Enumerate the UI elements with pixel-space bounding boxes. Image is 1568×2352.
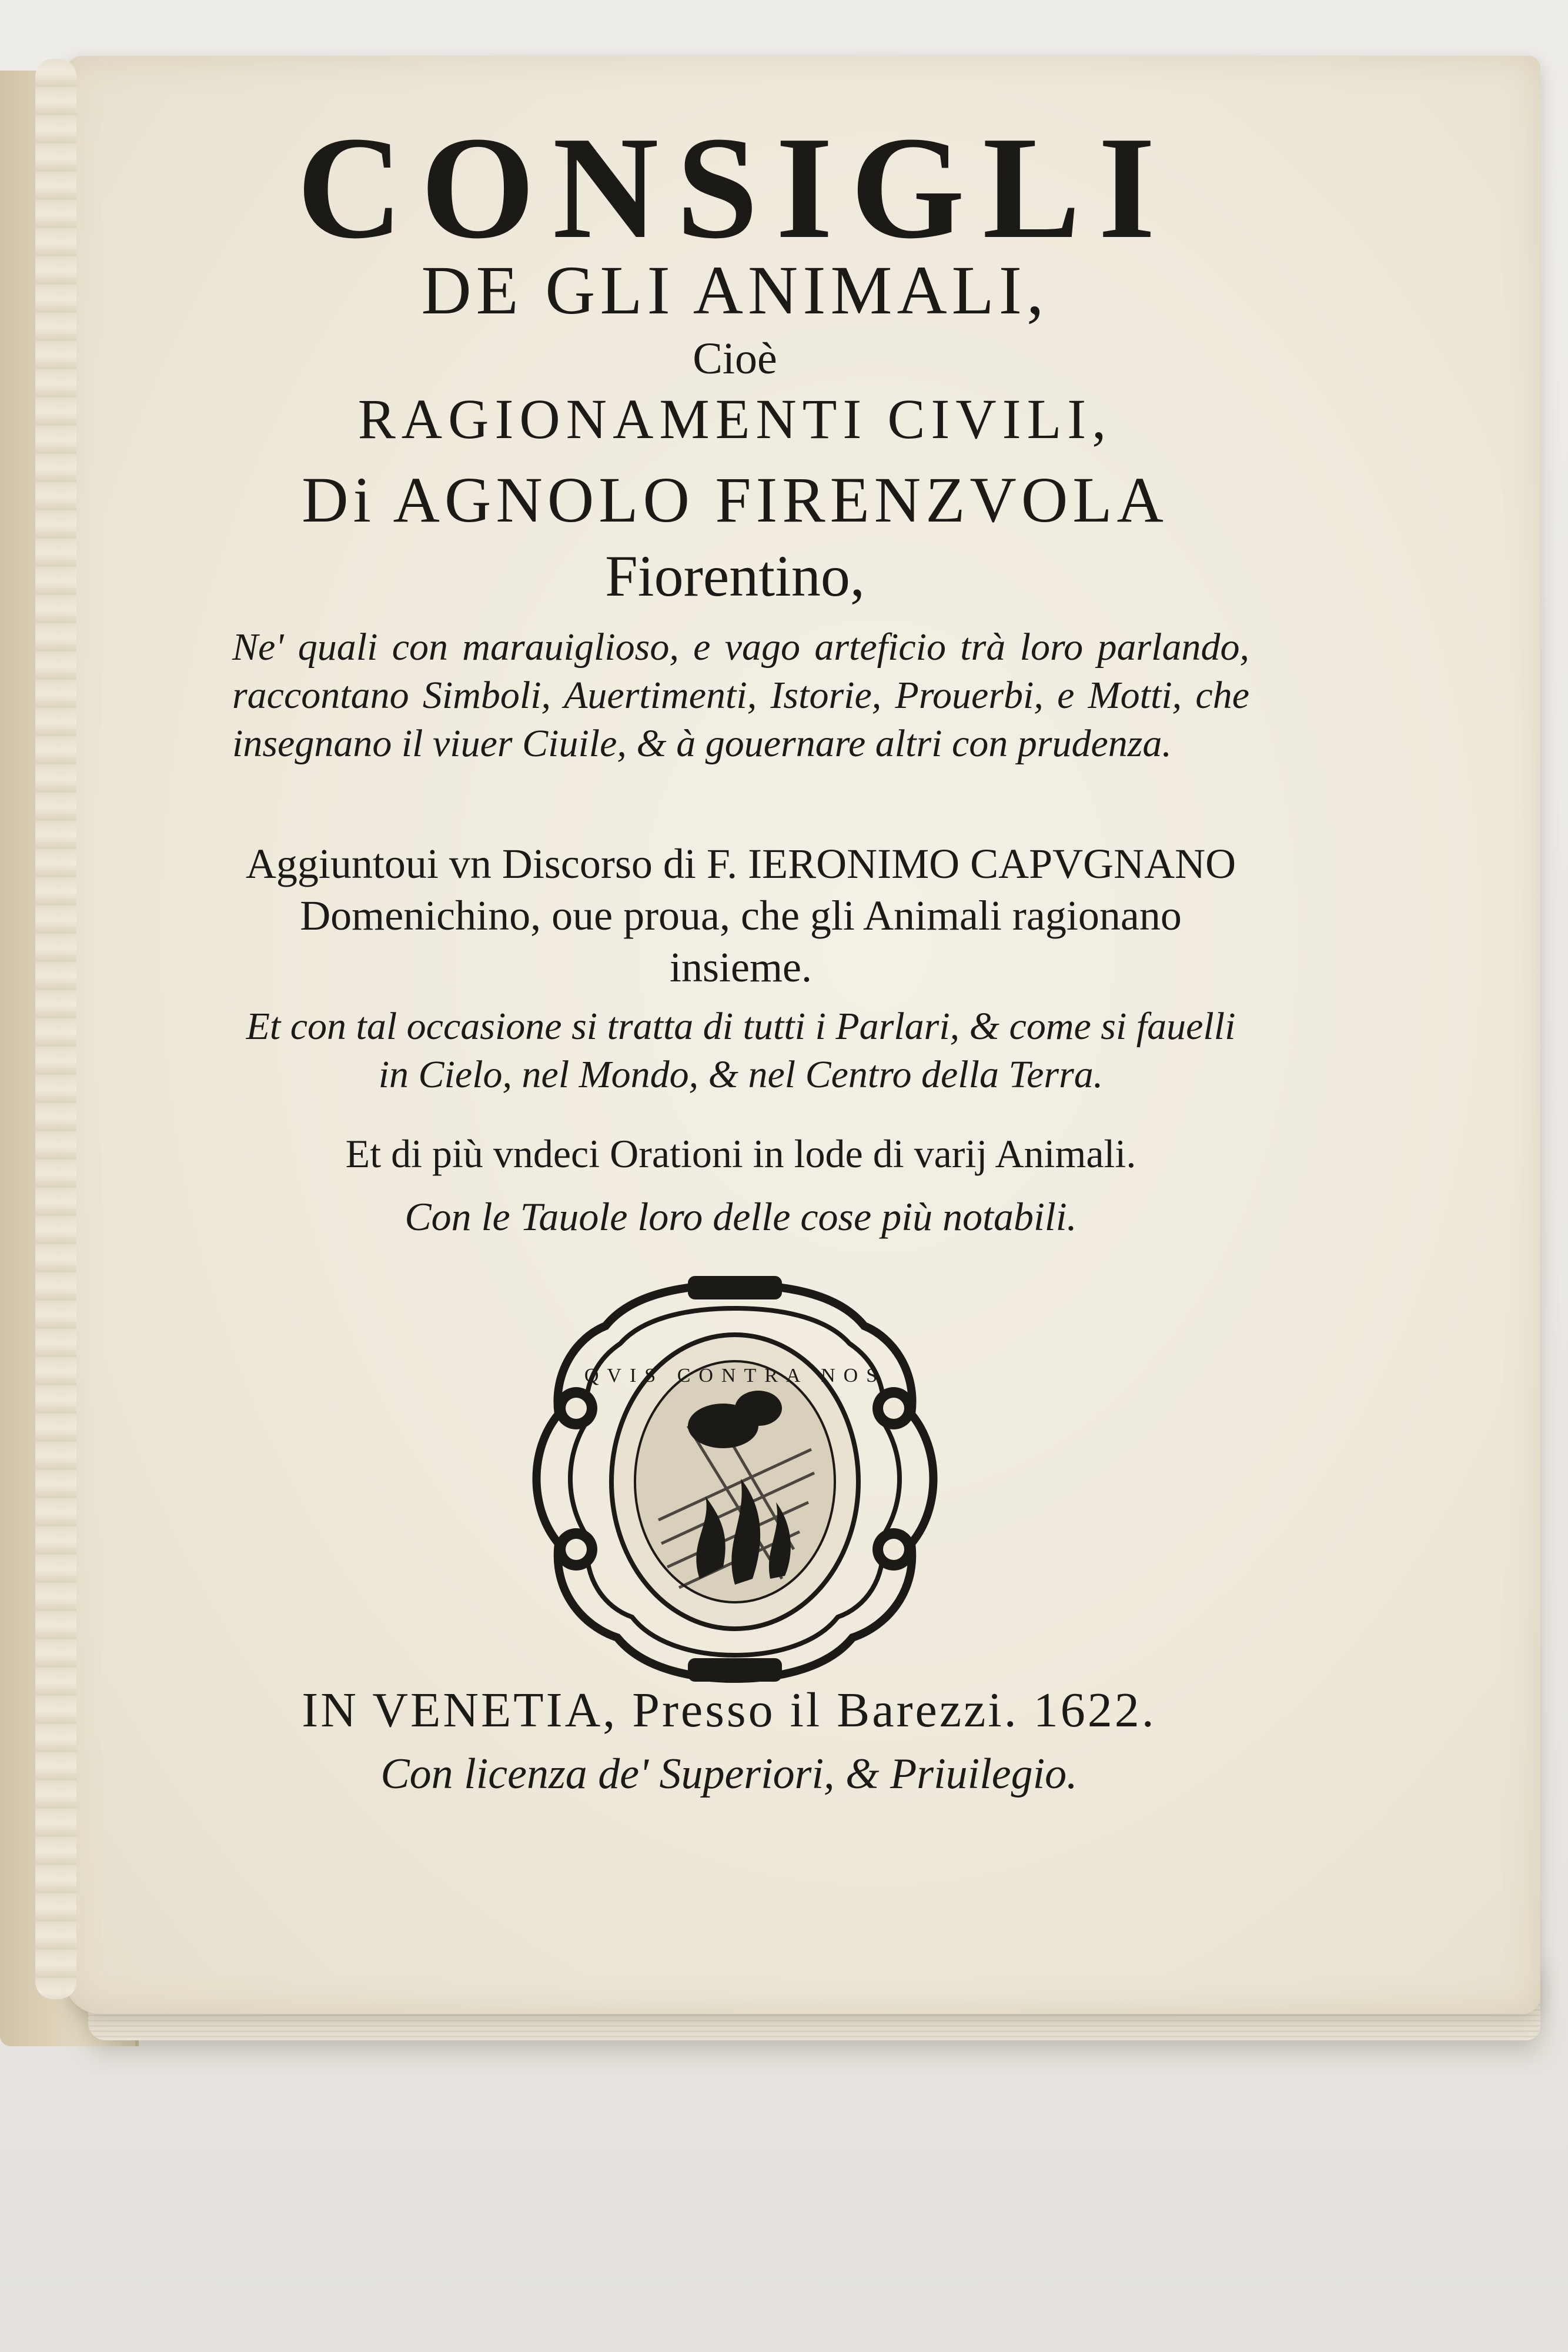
imprint-license: Con licenza de' Superiori, & Priuilegio.	[380, 1750, 1078, 1798]
book-title: CONSIGLI	[296, 106, 1174, 269]
orations-line: Et di più vndeci Orationi in lode di varij Animali.	[345, 1131, 1136, 1176]
description-italic: Ne' quali con marauiglioso, e vago arteficio trà loro parlando, raccontano Simboli, Auertimenti, Istorie, Prouerbi, e Motti, che insegnano il viuer Ciuile, & à gouernare altri con prudenza.	[232, 626, 1249, 765]
subtitle-ragionamenti: RAGIONAMENTI CIVILI,	[357, 387, 1112, 450]
device-motto: QVIS CONTRA NOS	[584, 1365, 886, 1387]
imprint-place-date: IN VENETIA, Presso il Barezzi. 1622.	[302, 1683, 1156, 1738]
discorso-block: Aggiuntoui vn Discorso di F. IERONIMO CAPVGNANO Domenichino, oue proua, che gli Animali ragionano insieme.	[245, 840, 1236, 991]
subtitle-animals: DE GLI ANIMALI,	[421, 252, 1049, 329]
author-origin: Fiorentino,	[605, 543, 865, 609]
subtitle-cioe: Cioè	[693, 334, 777, 383]
parlari-block: Et con tal occasione si tratta di tutti i Parlari, & come si fauelli in Cielo, nel Mondo, & nel Centro della Terra.	[246, 1005, 1236, 1096]
printers-device-icon	[511, 1273, 958, 1685]
tables-line: Con le Tauole loro delle cose più notabili.	[404, 1194, 1077, 1239]
author-line: Di AGNOLO FIRENZVOLA	[302, 464, 1168, 536]
binding-edge	[35, 59, 76, 1999]
